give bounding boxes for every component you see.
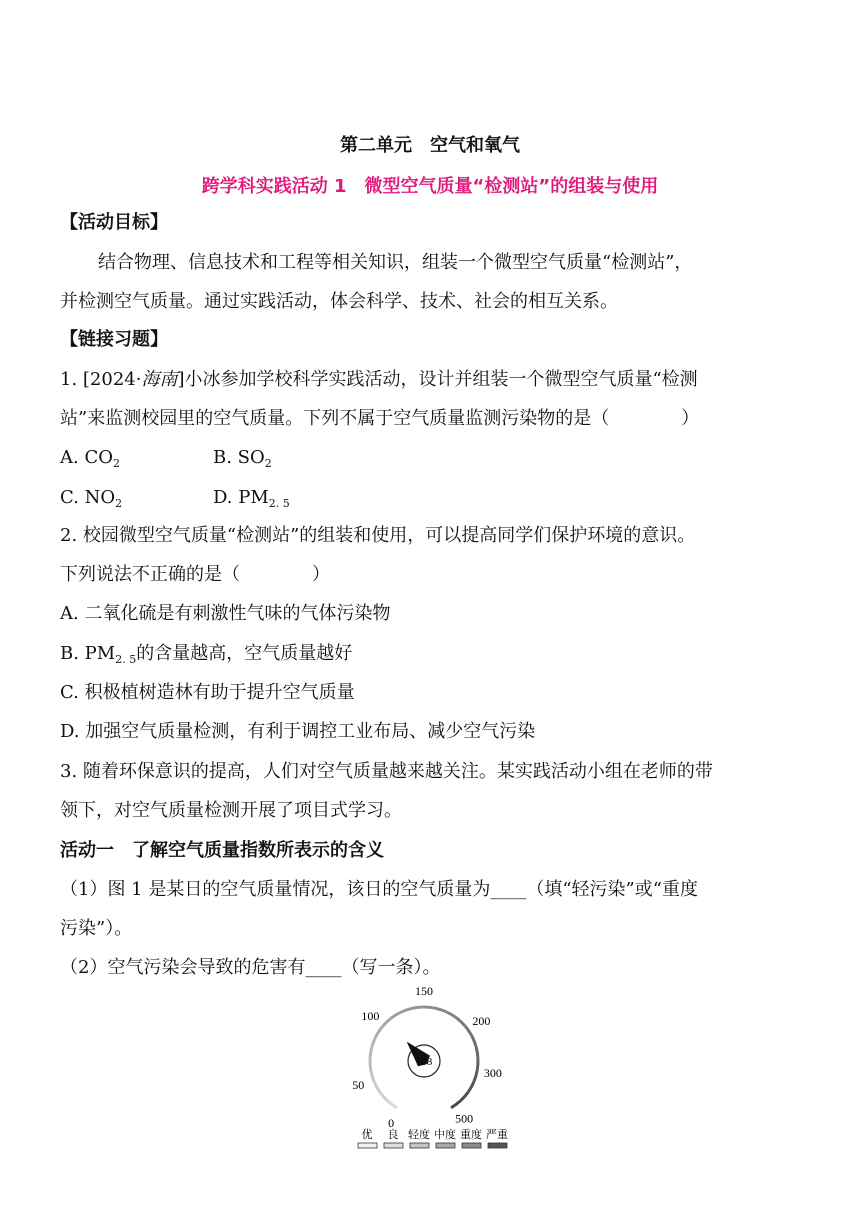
gauge-arc-segment (474, 1070, 477, 1081)
option-b-subscript: 2. 5 (115, 653, 137, 666)
gauge-arc-segment (376, 1026, 383, 1036)
legend-swatch (462, 1143, 481, 1148)
question-2-option-a: A. 二氧化硫是有刺激性气味的气体污染物 (60, 603, 391, 624)
legend-label: 良 (387, 1128, 399, 1141)
goal-paragraph-line2: 并检测空气质量。通过实践活动，体会科学、技术、社会的相互关系。 (60, 291, 618, 312)
question-1-option-b (213, 445, 272, 477)
legend-swatch (384, 1143, 403, 1148)
question-2-line1: 2. 校园微型空气质量“检测站”的组装和使用，可以提高同学们保护环境的意识。 (60, 525, 696, 546)
option-c-text: C. NO (60, 487, 116, 508)
option-b-prefix: B. PM (60, 643, 116, 664)
question-1-line2: 站”来监测校园里的空气质量。下列不属于空气质量监测污染物的是（ ） (60, 408, 700, 429)
gauge-arc-segment (372, 1036, 376, 1047)
option-b-text: B. SO (213, 447, 265, 468)
question-1-source: 海南 (141, 369, 178, 390)
gauge-arc-segment (468, 1082, 474, 1092)
question-1-option-c (60, 485, 122, 517)
option-b-subscript: 2 (264, 457, 272, 470)
question-2-line2: 下列说法不正确的是（ ） (60, 564, 330, 585)
option-d-text: D. PM (213, 487, 269, 508)
legend-swatch (488, 1143, 507, 1148)
gauge-arc-segment (370, 1059, 371, 1071)
gauge-scale-label: 100 (361, 1009, 380, 1024)
question-1-rest: ]小冰参加学校科学实践活动，设计并组装一个微型空气质量“检测 (177, 369, 698, 390)
legend-swatch (358, 1143, 377, 1148)
question-1-prefix: 1. [2024· (60, 369, 142, 390)
gauge-arc-segment (472, 1036, 476, 1047)
legend-swatch (436, 1143, 455, 1148)
gauge-arc-segment (457, 1018, 465, 1026)
gauge-scale-label: 50 (352, 1077, 365, 1092)
gauge-arc-segment (412, 1007, 424, 1008)
option-a-subscript: 2 (112, 457, 120, 470)
gauge-scale-label: 300 (483, 1066, 502, 1081)
gauge-arc-segment (401, 1008, 412, 1012)
question-1-line1 (60, 367, 698, 393)
legend-label: 重度 (460, 1128, 482, 1141)
legend-label: 中度 (434, 1128, 456, 1141)
option-a-text: A. CO (60, 447, 113, 468)
gauge-arc-segment (447, 1012, 457, 1018)
goal-paragraph-line1: 结合物理、信息技术和工程等相关知识，组装一个微型空气质量“检测站”， (98, 252, 693, 273)
gauge-legend (358, 1127, 508, 1148)
activity-title: 跨学科实践活动 1 微型空气质量“检测站”的组装与使用 (201, 176, 659, 197)
question-1-option-a (60, 445, 120, 477)
legend-label: 严重 (486, 1128, 508, 1141)
activity-one-heading: 活动一 了解空气质量指数所表示的含义 (60, 840, 384, 861)
unit-title: 第二单元 空气和氧气 (340, 135, 520, 156)
gauge-arc-segment (477, 1059, 478, 1071)
gauge-scale-label: 150 (415, 985, 433, 998)
gauge-arc-segment (371, 1070, 374, 1081)
legend-label: 轻度 (408, 1128, 430, 1141)
gauge-arc-segment (476, 1047, 478, 1059)
gauge-arc-segment (460, 1092, 468, 1101)
gauge-arc-segment (391, 1012, 401, 1018)
gauge-arc-segment (424, 1007, 436, 1008)
option-d-subscript: 2. 5 (268, 497, 290, 510)
question-3-line2: 领下，对空气质量检测开展了项目式学习。 (60, 800, 402, 821)
option-b-rest: 的含量越高，空气质量越好 (136, 643, 353, 664)
legend-label: 优 (361, 1128, 373, 1141)
question-2-option-b (60, 641, 352, 673)
legend-swatch (410, 1143, 429, 1148)
question-2-option-c: C. 积极植树造林有助于提升空气质量 (60, 682, 355, 703)
gauge-arc-segment (383, 1018, 391, 1026)
gauge-scale-label: 0 (388, 1115, 395, 1130)
question-3-sub1-line1: （1）图 1 是某日的空气质量情况，该日的空气质量为____（填“轻污染”或“重度 (60, 879, 698, 900)
gauge-arc-segment (370, 1047, 372, 1059)
option-c-subscript: 2 (115, 497, 123, 510)
section-goal: 【活动目标】 (60, 212, 168, 233)
question-3-sub2: （2）空气污染会导致的危害有____（写一条）。 (60, 957, 441, 978)
gauge-arc-segment (436, 1008, 447, 1012)
question-2-option-d: D. 加强空气质量检测，有利于调控工业布局、减少空气污染 (60, 721, 536, 742)
gauge-reading: 108 (415, 1056, 433, 1068)
section-exercises: 【链接习题】 (60, 329, 168, 350)
gauge-arc-segment (451, 1101, 460, 1108)
gauge-arc-segment (374, 1082, 380, 1092)
question-3-line1: 3. 随着环保意识的提高，人们对空气质量越来越关注。某实践活动小组在老师的带 (60, 761, 713, 782)
gauge-arc-segment (465, 1026, 472, 1036)
gauge-scale-label: 500 (455, 1111, 474, 1126)
air-quality-gauge (340, 985, 530, 1155)
gauge-arc-segment (388, 1101, 397, 1108)
question-1-option-d (213, 485, 290, 517)
gauge-arc-segment (380, 1092, 388, 1101)
question-3-sub1-line2: 污染”）。 (60, 918, 133, 939)
gauge-scale-label: 200 (472, 1013, 491, 1028)
